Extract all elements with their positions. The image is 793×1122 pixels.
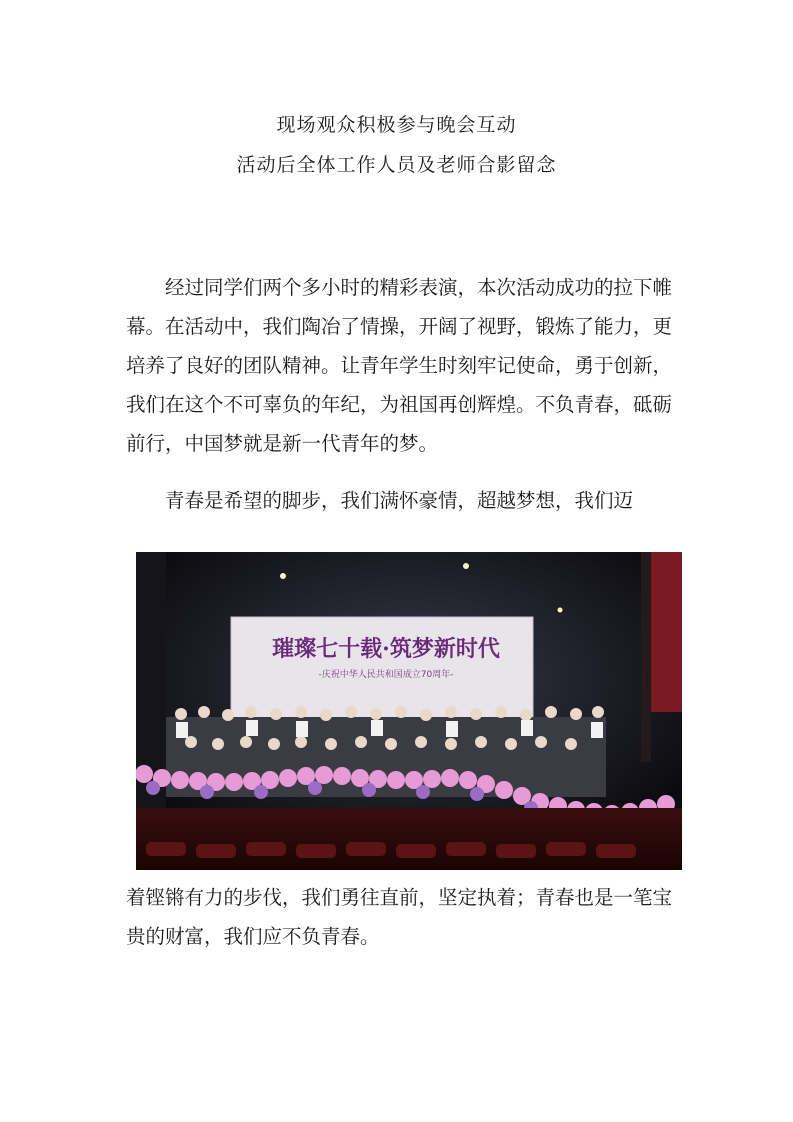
banner-subtitle: -庆祝中华人民共和国成立70周年- <box>318 670 454 680</box>
photo-caption-audience: 现场观众积极参与晚会互动 <box>276 114 517 136</box>
body-paragraph: 青春是希望的脚步，我们满怀豪情，超越梦想，我们迈 <box>165 489 634 512</box>
photo-caption-group: 活动后全体工作人员及老师合影留念 <box>236 154 557 176</box>
body-paragraph: 经过同学们两个多小时的精彩表演，本次活动成功的拉下帷幕。在活动中，我们陶冶了情操，开阔了视野，锻炼了能力，更培养了良好的团队精神。让青年学生时刻牢记使命，勇于创新，我们在这个不可辜负的年纪，为祖国再创辉煌。不负青春，砥砺前行，中国梦就是新一代青年的梦。 <box>126 276 673 455</box>
body-paragraph: 着铿锵有力的步伐，我们勇往直前，坚定执着；青春也是一笔宝贵的财富，我们应不负青春。 <box>126 886 673 948</box>
stage-light <box>558 608 563 613</box>
right-curtain <box>651 552 682 712</box>
stage-light <box>280 573 286 579</box>
stage-floor <box>136 808 682 870</box>
stage-light <box>463 563 469 569</box>
group-photo-illustration <box>136 552 682 870</box>
banner-title: 璀璨七十载·筑梦新时代 <box>272 636 500 662</box>
group-photo <box>136 552 682 870</box>
